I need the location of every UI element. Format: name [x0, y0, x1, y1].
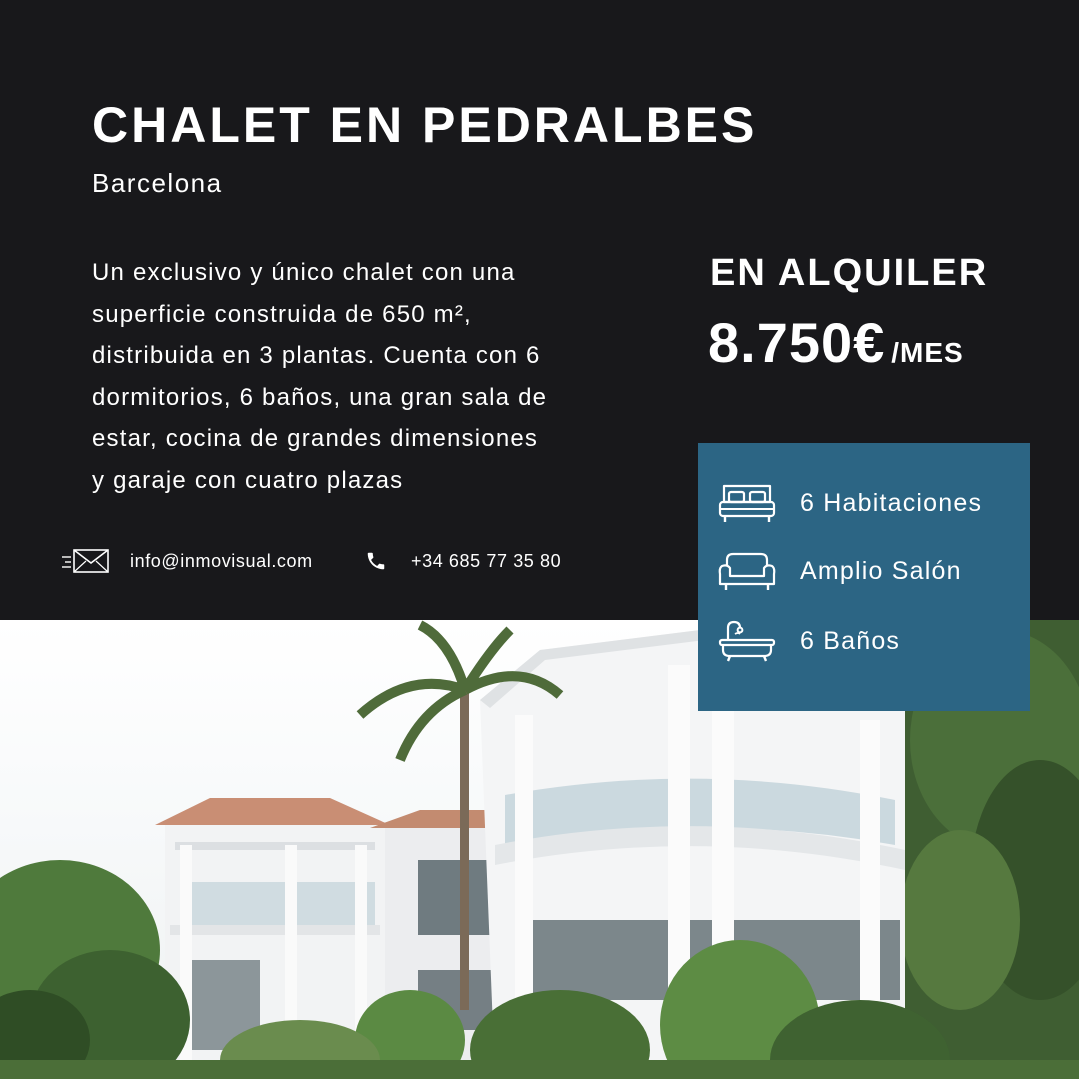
- email-contact[interactable]: [62, 546, 313, 576]
- rent-period: /MES: [891, 337, 964, 368]
- listing-title: CHALET EN PEDRALBES: [92, 97, 758, 153]
- price-row: [708, 310, 964, 375]
- description-line: estar, cocina de grandes dimensiones: [92, 425, 539, 452]
- description-line: y garaje con cuatro plazas: [92, 466, 404, 494]
- rent-label: EN ALQUILER: [710, 252, 989, 294]
- phone-number[interactable]: +34 685 77 35 80: [411, 550, 562, 571]
- description-line: superficie construida de 650 m²,: [92, 300, 472, 328]
- description-line: distribuida en 3 plantas. Cuenta con 6: [92, 342, 541, 369]
- email-address[interactable]: info@inmovisual.com: [130, 550, 313, 571]
- phone-contact[interactable]: [365, 546, 561, 576]
- sofa-icon: [718, 550, 800, 592]
- phone-icon: [365, 550, 387, 572]
- feature-bathrooms: [718, 618, 900, 664]
- bathtub-icon: [718, 620, 800, 662]
- feature-label: Amplio Salón: [800, 556, 962, 585]
- description-line: dormitorios, 6 baños, una gran sala de: [92, 383, 548, 411]
- description-line: Un exclusivo y único chalet con una: [92, 259, 516, 286]
- feature-living-room: [718, 548, 962, 594]
- feature-label: 6 Habitaciones: [800, 488, 983, 517]
- envelope-icon: [62, 548, 110, 574]
- listing-city: Barcelona: [92, 168, 223, 198]
- feature-bedrooms: [718, 480, 982, 526]
- listing-description: [92, 252, 652, 501]
- feature-label: 6 Baños: [800, 626, 901, 655]
- rent-price: 8.750€: [708, 311, 886, 374]
- bed-icon: [718, 482, 800, 524]
- features-panel: [698, 443, 1030, 711]
